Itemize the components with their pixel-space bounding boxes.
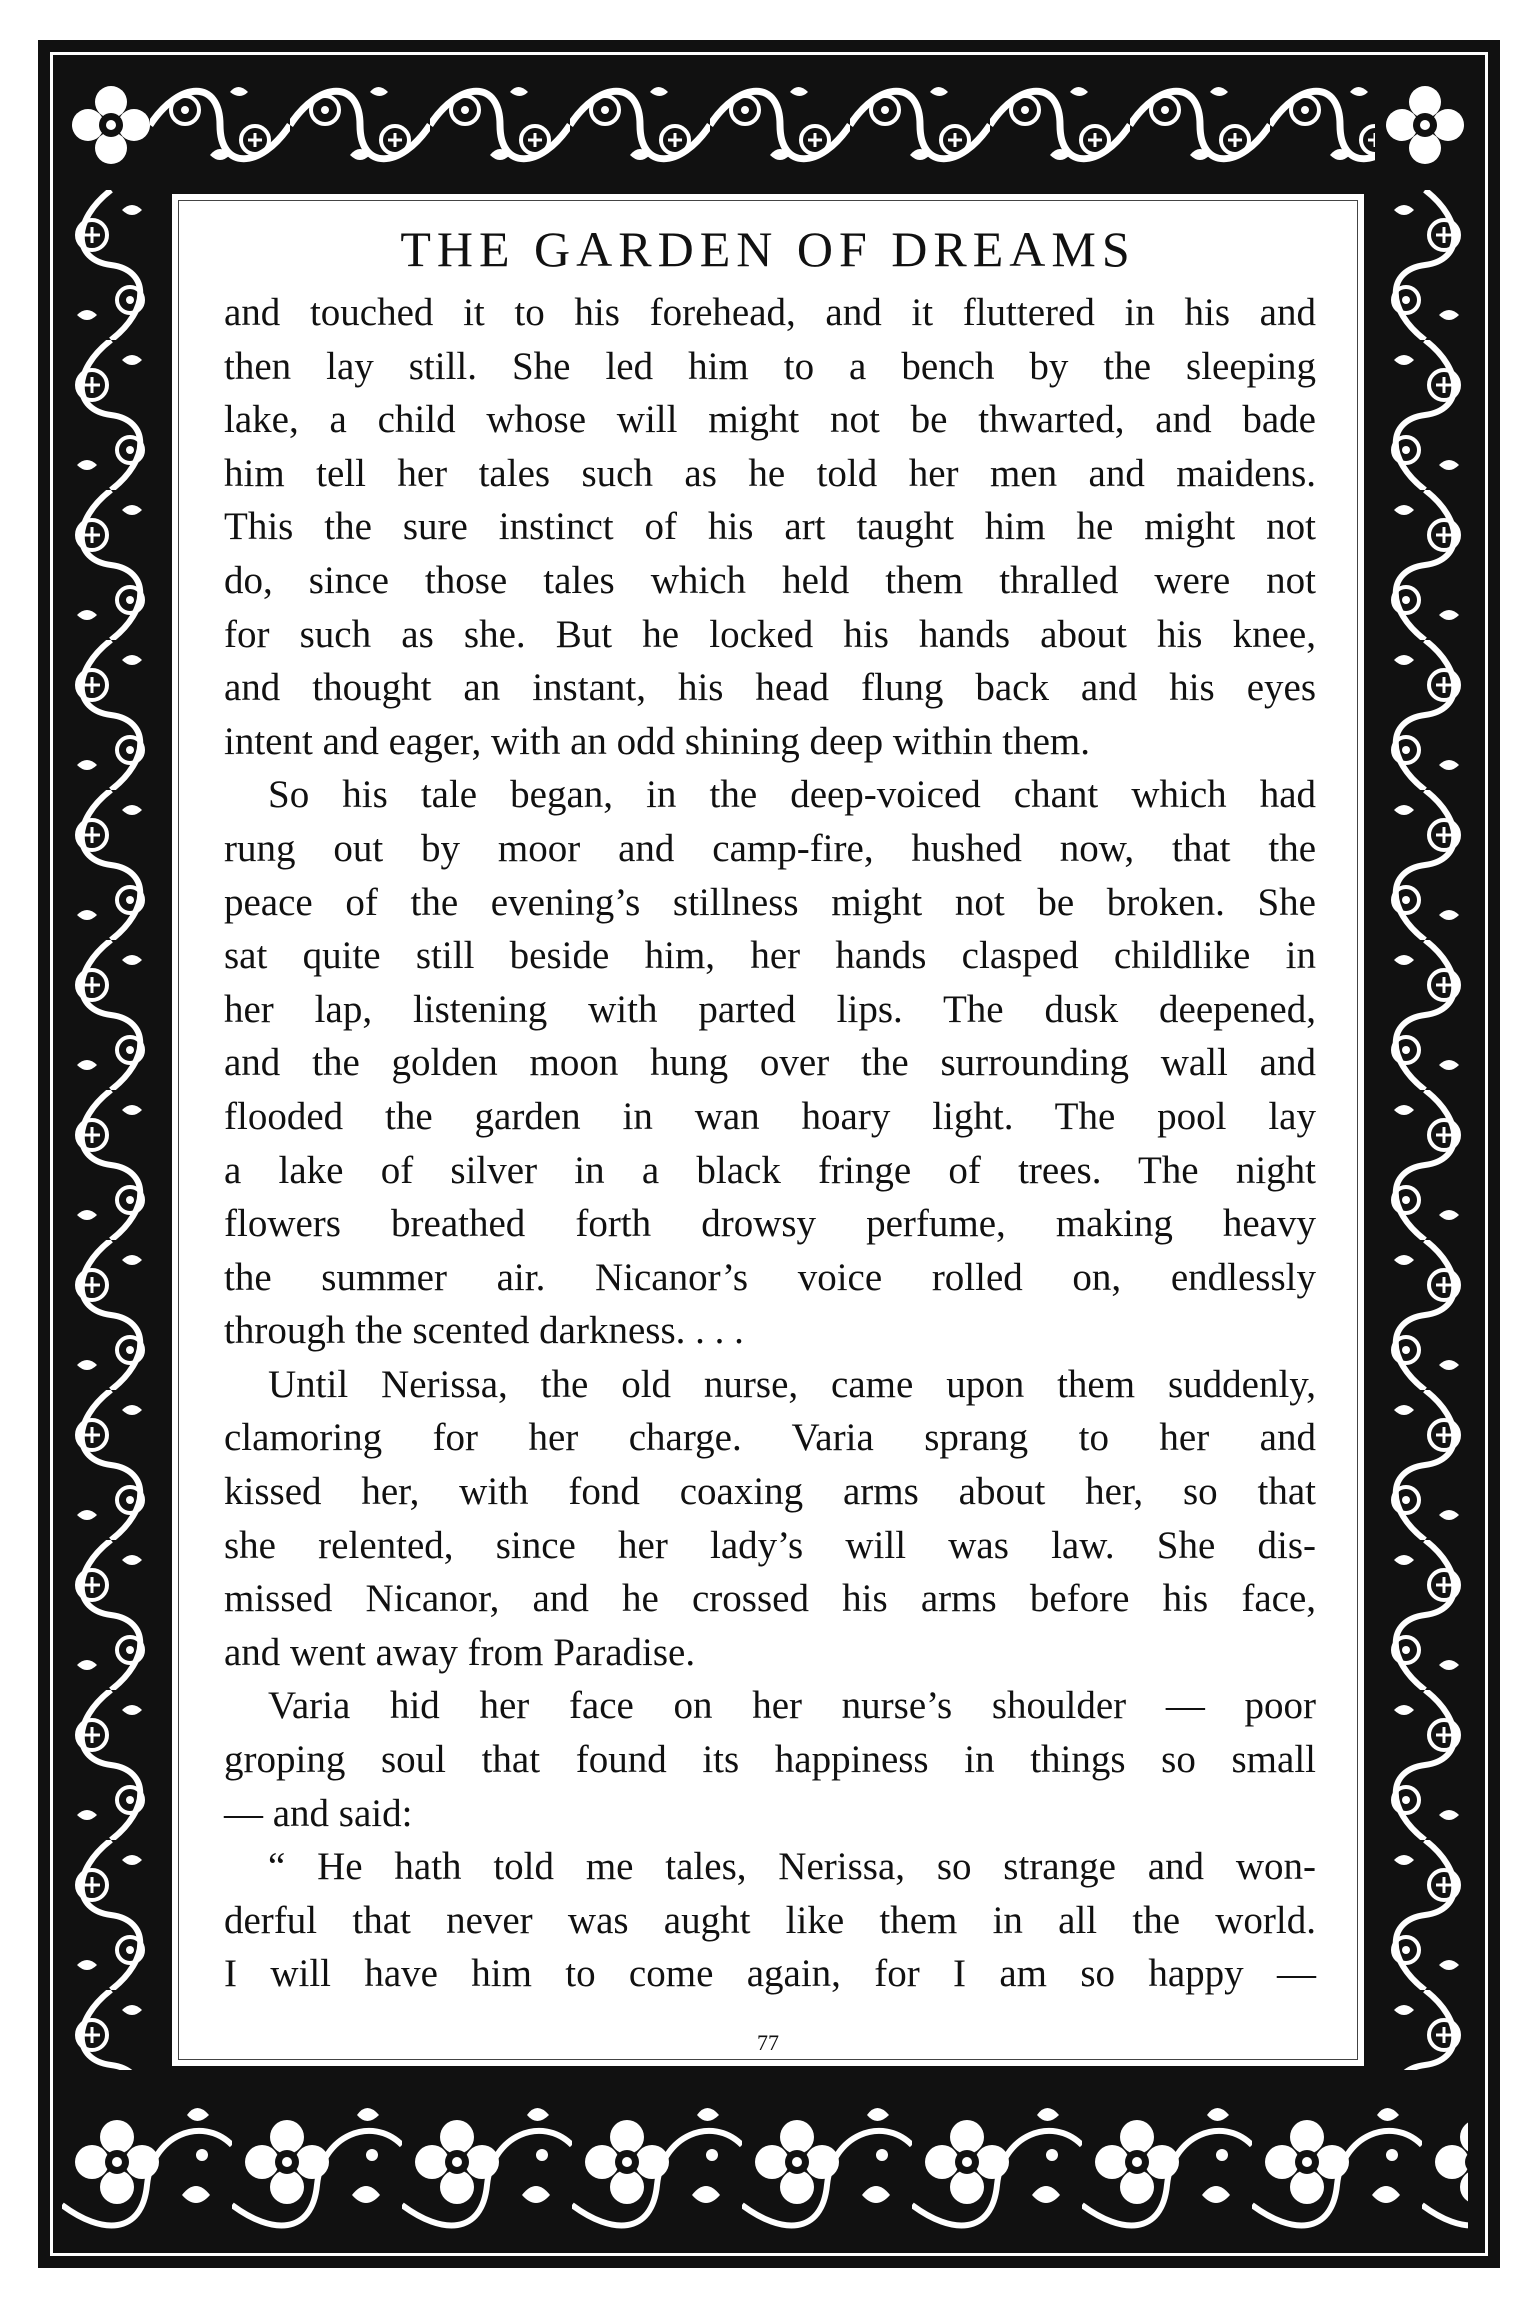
paragraph <box>224 286 1316 768</box>
text-line: she relented, since her lady’s will was law. She dis- <box>224 1523 1316 1567</box>
text-line: missed Nicanor, and he crossed his arms before his face, <box>224 1577 1316 1621</box>
text-line: then lay still. She led him to a bench by the sleeping <box>224 344 1316 388</box>
text-line: do, since those tales which held them thralled were not <box>224 558 1316 602</box>
text-line: “ He hath told me tales, Nerissa, so strange and won- <box>268 1845 1316 1889</box>
text-line: This the sure instinct of his art taught him he might not <box>224 505 1316 549</box>
right-scroll-ornament <box>1376 190 1474 2070</box>
corner-rosette-top-left <box>62 70 160 180</box>
text-line: derful that never was aught like them in all the world. <box>224 1898 1316 1942</box>
text-line: Varia hid her face on her nurse’s shoulder — poor <box>268 1684 1316 1728</box>
text-panel <box>168 190 1368 2070</box>
text-line: her lap, listening with parted lips. The dusk deepened, <box>224 987 1316 1031</box>
top-vine-ornament <box>150 70 1375 180</box>
paragraph <box>224 1679 1316 1840</box>
text-line: flowers breathed forth drowsy perfume, making heavy <box>224 1202 1316 1246</box>
left-scroll-ornament <box>62 190 160 2070</box>
text-line: clamoring for her charge. Varia sprang to her and <box>224 1416 1316 1460</box>
text-line: through the scented darkness. . . . <box>224 1309 744 1353</box>
text-line: lake, a child whose will might not be thwarted, and bade <box>224 398 1316 442</box>
text-line: for such as she. But he locked his hands about his knee, <box>224 612 1316 656</box>
text-line: kissed her, with fond coaxing arms about her, so that <box>224 1470 1316 1514</box>
text-line: So his tale began, in the deep-voiced chant which had <box>268 773 1316 817</box>
running-head: THE GARDEN OF DREAMS <box>400 221 1136 277</box>
text-line: and touched it to his forehead, and it fluttered in his and <box>224 291 1316 334</box>
text-line: peace of the evening’s stillness might not be broken. She <box>224 880 1316 924</box>
text-line: rung out by moor and camp-fire, hushed now, that the <box>224 826 1316 870</box>
paragraph <box>224 1840 1316 2001</box>
text-line: Until Nerissa, the old nurse, came upon them suddenly, <box>268 1362 1316 1406</box>
corner-rosette-top-right <box>1376 70 1474 180</box>
paragraph <box>224 1358 1316 1680</box>
text-line: and thought an instant, his head flung back and his eyes <box>224 666 1316 710</box>
text-line: groping soul that found its happiness in things so small <box>224 1738 1316 1782</box>
text-line: him tell her tales such as he told her men and maidens. <box>224 451 1316 495</box>
bottom-flower-frieze <box>62 2085 1468 2245</box>
text-line: the summer air. Nicanor’s voice rolled on, endlessly <box>224 1255 1316 1299</box>
text-line: — and said: <box>224 1791 413 1835</box>
body-text <box>224 286 1316 2001</box>
text-line: and went away from Paradise. <box>224 1630 696 1674</box>
text-line: intent and eager, with an odd shining deep within them. <box>224 719 1090 763</box>
text-line: a lake of silver in a black fringe of trees. The night <box>224 1148 1316 1192</box>
text-line: flooded the garden in wan hoary light. The pool lay <box>224 1094 1316 1138</box>
page-number: 77 <box>757 2030 779 2055</box>
text-line: and the golden moon hung over the surrounding wall and <box>224 1041 1316 1085</box>
text-line: sat quite still beside him, her hands clasped childlike in <box>224 934 1316 978</box>
text-line: I will have him to come again, for I am so happy — <box>224 1952 1316 1996</box>
paragraph <box>224 768 1316 1358</box>
